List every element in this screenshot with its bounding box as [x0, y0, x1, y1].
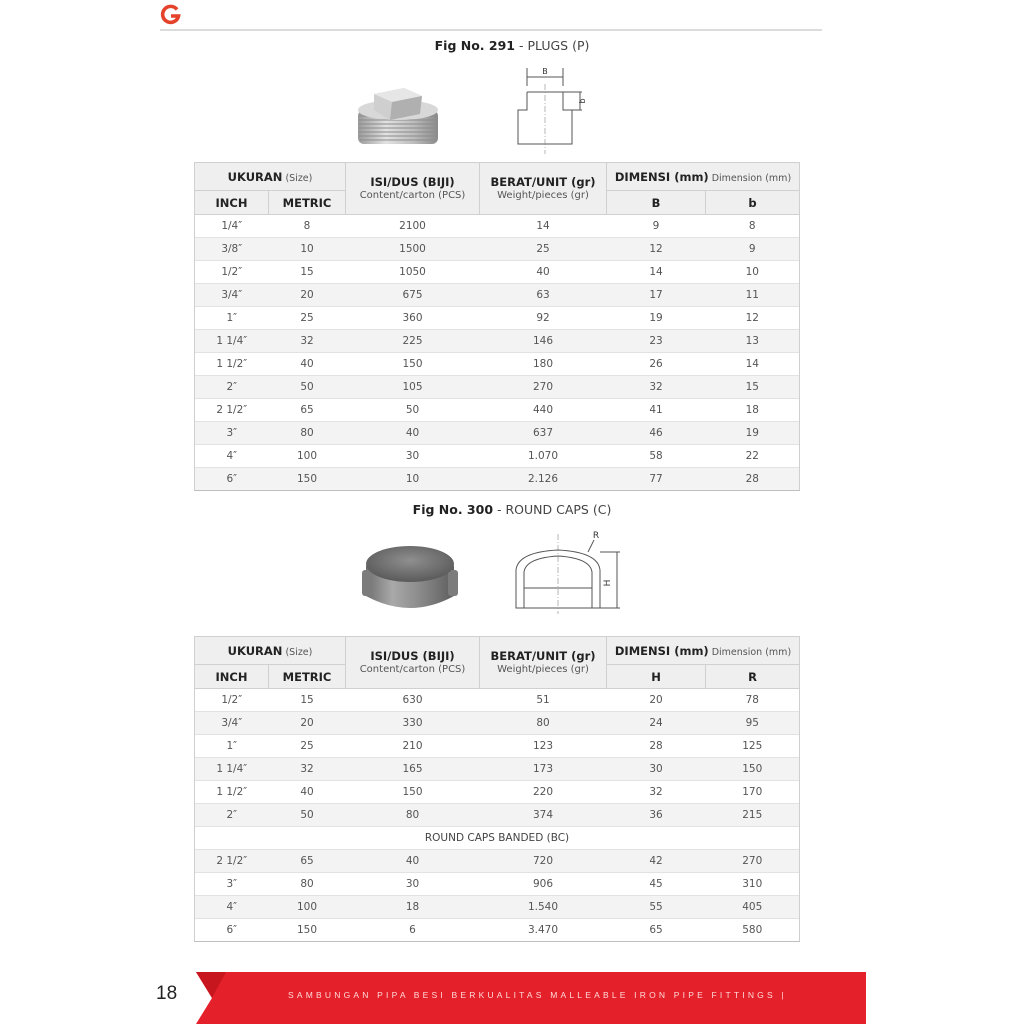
header-dimension-group: DIMENSI (mm) Dimension (mm): [607, 637, 800, 665]
table-row: [195, 850, 800, 873]
cell-metric: 50: [269, 376, 346, 399]
cell-dim1: 14: [607, 261, 706, 284]
round-cap-dimension-drawing: [506, 526, 626, 618]
cell-weight: 1.540: [480, 896, 607, 919]
table-row: [195, 445, 800, 468]
cell-content: 1050: [346, 261, 480, 284]
header-dim-B: B: [607, 191, 706, 215]
cell-metric: 20: [269, 712, 346, 735]
cell-dim2: 14: [706, 353, 800, 376]
header-dim-R: R: [706, 665, 800, 689]
cell-dim1: 30: [607, 758, 706, 781]
table-row: [195, 804, 800, 827]
round-cap-photo: [362, 540, 458, 616]
cell-metric: 150: [269, 919, 346, 942]
cell-dim2: 170: [706, 781, 800, 804]
cell-content: 30: [346, 873, 480, 896]
cell-content: 40: [346, 422, 480, 445]
cell-dim2: 15: [706, 376, 800, 399]
cell-inch: 3″: [195, 873, 269, 896]
header-divider: [160, 29, 822, 31]
cell-metric: 150: [269, 468, 346, 491]
cell-content: 18: [346, 896, 480, 919]
cell-inch: 2″: [195, 376, 269, 399]
cell-inch: 6″: [195, 919, 269, 942]
dimension-label-R: R: [592, 531, 600, 541]
cell-inch: 4″: [195, 445, 269, 468]
cell-weight: 123: [480, 735, 607, 758]
cell-content: 2100: [346, 215, 480, 238]
cell-dim2: 78: [706, 689, 800, 712]
cell-dim1: 45: [607, 873, 706, 896]
header-dimension-group: DIMENSI (mm) Dimension (mm): [607, 163, 800, 191]
cell-weight: 637: [480, 422, 607, 445]
plug-photo: [352, 70, 444, 150]
cell-dim1: 46: [607, 422, 706, 445]
cell-inch: 1 1/4″: [195, 758, 269, 781]
cell-content: 40: [346, 850, 480, 873]
cell-weight: 51: [480, 689, 607, 712]
cell-dim2: 215: [706, 804, 800, 827]
cell-weight: 220: [480, 781, 607, 804]
table-row: [195, 873, 800, 896]
cell-metric: 100: [269, 445, 346, 468]
cell-metric: 40: [269, 353, 346, 376]
cell-content: 630: [346, 689, 480, 712]
cell-dim1: 20: [607, 689, 706, 712]
cell-inch: 3/4″: [195, 284, 269, 307]
cell-inch: 1 1/4″: [195, 330, 269, 353]
header-weight: BERAT/UNIT (gr) Weight/pieces (gr): [480, 163, 607, 215]
cell-dim2: 405: [706, 896, 800, 919]
cell-dim2: 12: [706, 307, 800, 330]
cell-dim1: 65: [607, 919, 706, 942]
cell-dim1: 41: [607, 399, 706, 422]
table-row: [195, 261, 800, 284]
plugs-table-body: [195, 215, 800, 491]
cell-dim2: 580: [706, 919, 800, 942]
cell-dim1: 32: [607, 781, 706, 804]
cell-content: 165: [346, 758, 480, 781]
figure-name: - PLUGS (P): [515, 38, 590, 53]
table-row: [195, 422, 800, 445]
table-row: [195, 376, 800, 399]
table-row: [195, 919, 800, 942]
cell-dim2: 13: [706, 330, 800, 353]
cell-dim2: 125: [706, 735, 800, 758]
cell-metric: 8: [269, 215, 346, 238]
round-caps-spec-table: [194, 636, 800, 942]
cell-metric: 80: [269, 422, 346, 445]
cell-dim2: 9: [706, 238, 800, 261]
table-row: [195, 353, 800, 376]
cell-content: 30: [346, 445, 480, 468]
table-row: [195, 307, 800, 330]
figure-number: Fig No. 300: [412, 502, 494, 517]
cell-weight: 3.470: [480, 919, 607, 942]
cell-weight: 146: [480, 330, 607, 353]
cell-weight: 14: [480, 215, 607, 238]
cell-metric: 25: [269, 307, 346, 330]
cell-weight: 63: [480, 284, 607, 307]
cell-dim1: 12: [607, 238, 706, 261]
header-weight: BERAT/UNIT (gr) Weight/pieces (gr): [480, 637, 607, 689]
cell-weight: 180: [480, 353, 607, 376]
cell-dim1: 77: [607, 468, 706, 491]
cell-dim2: 150: [706, 758, 800, 781]
cell-inch: 3″: [195, 422, 269, 445]
cell-inch: 1 1/2″: [195, 781, 269, 804]
header-inch: INCH: [195, 665, 269, 689]
cell-content: 675: [346, 284, 480, 307]
dimension-label-B: B: [542, 67, 548, 76]
cell-dim2: 10: [706, 261, 800, 284]
cell-content: 1500: [346, 238, 480, 261]
cell-weight: 25: [480, 238, 607, 261]
footer-tagline: SAMBUNGAN PIPA BESI BERKUALITAS MALLEABLE IRON PIPE FITTINGS |: [288, 990, 787, 1000]
cell-inch: 1″: [195, 735, 269, 758]
cell-metric: 65: [269, 399, 346, 422]
cell-content: 10: [346, 468, 480, 491]
cell-inch: 1″: [195, 307, 269, 330]
header-content: ISI/DUS (BIJI) Content/carton (PCS): [346, 637, 480, 689]
round-caps-table-body: [195, 689, 800, 942]
cell-weight: 440: [480, 399, 607, 422]
cell-weight: 40: [480, 261, 607, 284]
cell-dim2: 19: [706, 422, 800, 445]
cell-dim2: 11: [706, 284, 800, 307]
table-row: [195, 712, 800, 735]
plugs-spec-table: [194, 162, 800, 491]
company-logo-icon: [160, 4, 182, 26]
cell-content: 80: [346, 804, 480, 827]
cell-content: 360: [346, 307, 480, 330]
cell-dim1: 55: [607, 896, 706, 919]
table-row: [195, 238, 800, 261]
cell-inch: 2 1/2″: [195, 399, 269, 422]
cell-metric: 25: [269, 735, 346, 758]
cell-inch: 4″: [195, 896, 269, 919]
cell-content: 210: [346, 735, 480, 758]
cell-metric: 50: [269, 804, 346, 827]
cell-weight: 80: [480, 712, 607, 735]
table-row: [195, 896, 800, 919]
cell-weight: 270: [480, 376, 607, 399]
header-size-group: UKURAN (Size): [195, 163, 346, 191]
table-row: [195, 781, 800, 804]
cell-inch: 6″: [195, 468, 269, 491]
table-row: [195, 215, 800, 238]
cell-metric: 15: [269, 261, 346, 284]
header-dim-b: b: [706, 191, 800, 215]
cell-dim1: 9: [607, 215, 706, 238]
header-inch: INCH: [195, 191, 269, 215]
cell-dim1: 17: [607, 284, 706, 307]
cell-dim1: 26: [607, 353, 706, 376]
cell-metric: 65: [269, 850, 346, 873]
cell-metric: 20: [269, 284, 346, 307]
header-size-group: UKURAN (Size): [195, 637, 346, 665]
cell-dim1: 23: [607, 330, 706, 353]
cell-weight: 92: [480, 307, 607, 330]
cell-weight: 173: [480, 758, 607, 781]
figure-name: - ROUND CAPS (C): [493, 502, 612, 517]
cell-dim2: 22: [706, 445, 800, 468]
cell-metric: 15: [269, 689, 346, 712]
cell-content: 150: [346, 781, 480, 804]
table-row: [195, 399, 800, 422]
header-metric: METRIC: [269, 665, 346, 689]
cell-content: 50: [346, 399, 480, 422]
cell-dim1: 42: [607, 850, 706, 873]
dimension-label-b: b: [578, 98, 587, 104]
section-label: ROUND CAPS BANDED (BC): [195, 827, 800, 850]
cell-dim1: 19: [607, 307, 706, 330]
cell-metric: 32: [269, 330, 346, 353]
cell-dim2: 270: [706, 850, 800, 873]
cell-dim2: 8: [706, 215, 800, 238]
cell-inch: 1 1/2″: [195, 353, 269, 376]
section-row: [195, 827, 800, 850]
cell-metric: 80: [269, 873, 346, 896]
cell-dim1: 58: [607, 445, 706, 468]
cell-metric: 32: [269, 758, 346, 781]
cell-content: 150: [346, 353, 480, 376]
figure-title-round-caps: [0, 502, 1024, 517]
cell-content: 6: [346, 919, 480, 942]
cell-dim1: 24: [607, 712, 706, 735]
cell-weight: 1.070: [480, 445, 607, 468]
cell-inch: 1/2″: [195, 689, 269, 712]
header-dim-H: H: [607, 665, 706, 689]
cell-metric: 100: [269, 896, 346, 919]
cell-weight: 2.126: [480, 468, 607, 491]
header-content: ISI/DUS (BIJI) Content/carton (PCS): [346, 163, 480, 215]
cell-inch: 1/4″: [195, 215, 269, 238]
dimension-label-H: H: [603, 579, 613, 587]
cell-inch: 1/2″: [195, 261, 269, 284]
table-row: [195, 758, 800, 781]
cell-inch: 2″: [195, 804, 269, 827]
cell-content: 105: [346, 376, 480, 399]
plug-dimension-drawing: [510, 64, 590, 158]
page-number: 18: [156, 983, 178, 1004]
table-row: [195, 468, 800, 491]
cell-dim1: 32: [607, 376, 706, 399]
table-row: [195, 330, 800, 353]
cell-content: 330: [346, 712, 480, 735]
cell-weight: 906: [480, 873, 607, 896]
cell-dim2: 310: [706, 873, 800, 896]
cell-metric: 10: [269, 238, 346, 261]
cell-metric: 40: [269, 781, 346, 804]
figure-title-plugs: [0, 38, 1024, 53]
figure-number: Fig No. 291: [434, 38, 515, 53]
cell-content: 225: [346, 330, 480, 353]
cell-dim1: 36: [607, 804, 706, 827]
cell-dim1: 28: [607, 735, 706, 758]
cell-inch: 3/4″: [195, 712, 269, 735]
table-row: [195, 735, 800, 758]
cell-inch: 2 1/2″: [195, 850, 269, 873]
cell-weight: 374: [480, 804, 607, 827]
cell-weight: 720: [480, 850, 607, 873]
cell-inch: 3/8″: [195, 238, 269, 261]
header-metric: METRIC: [269, 191, 346, 215]
table-row: [195, 689, 800, 712]
cell-dim2: 18: [706, 399, 800, 422]
table-row: [195, 284, 800, 307]
cell-dim2: 28: [706, 468, 800, 491]
cell-dim2: 95: [706, 712, 800, 735]
